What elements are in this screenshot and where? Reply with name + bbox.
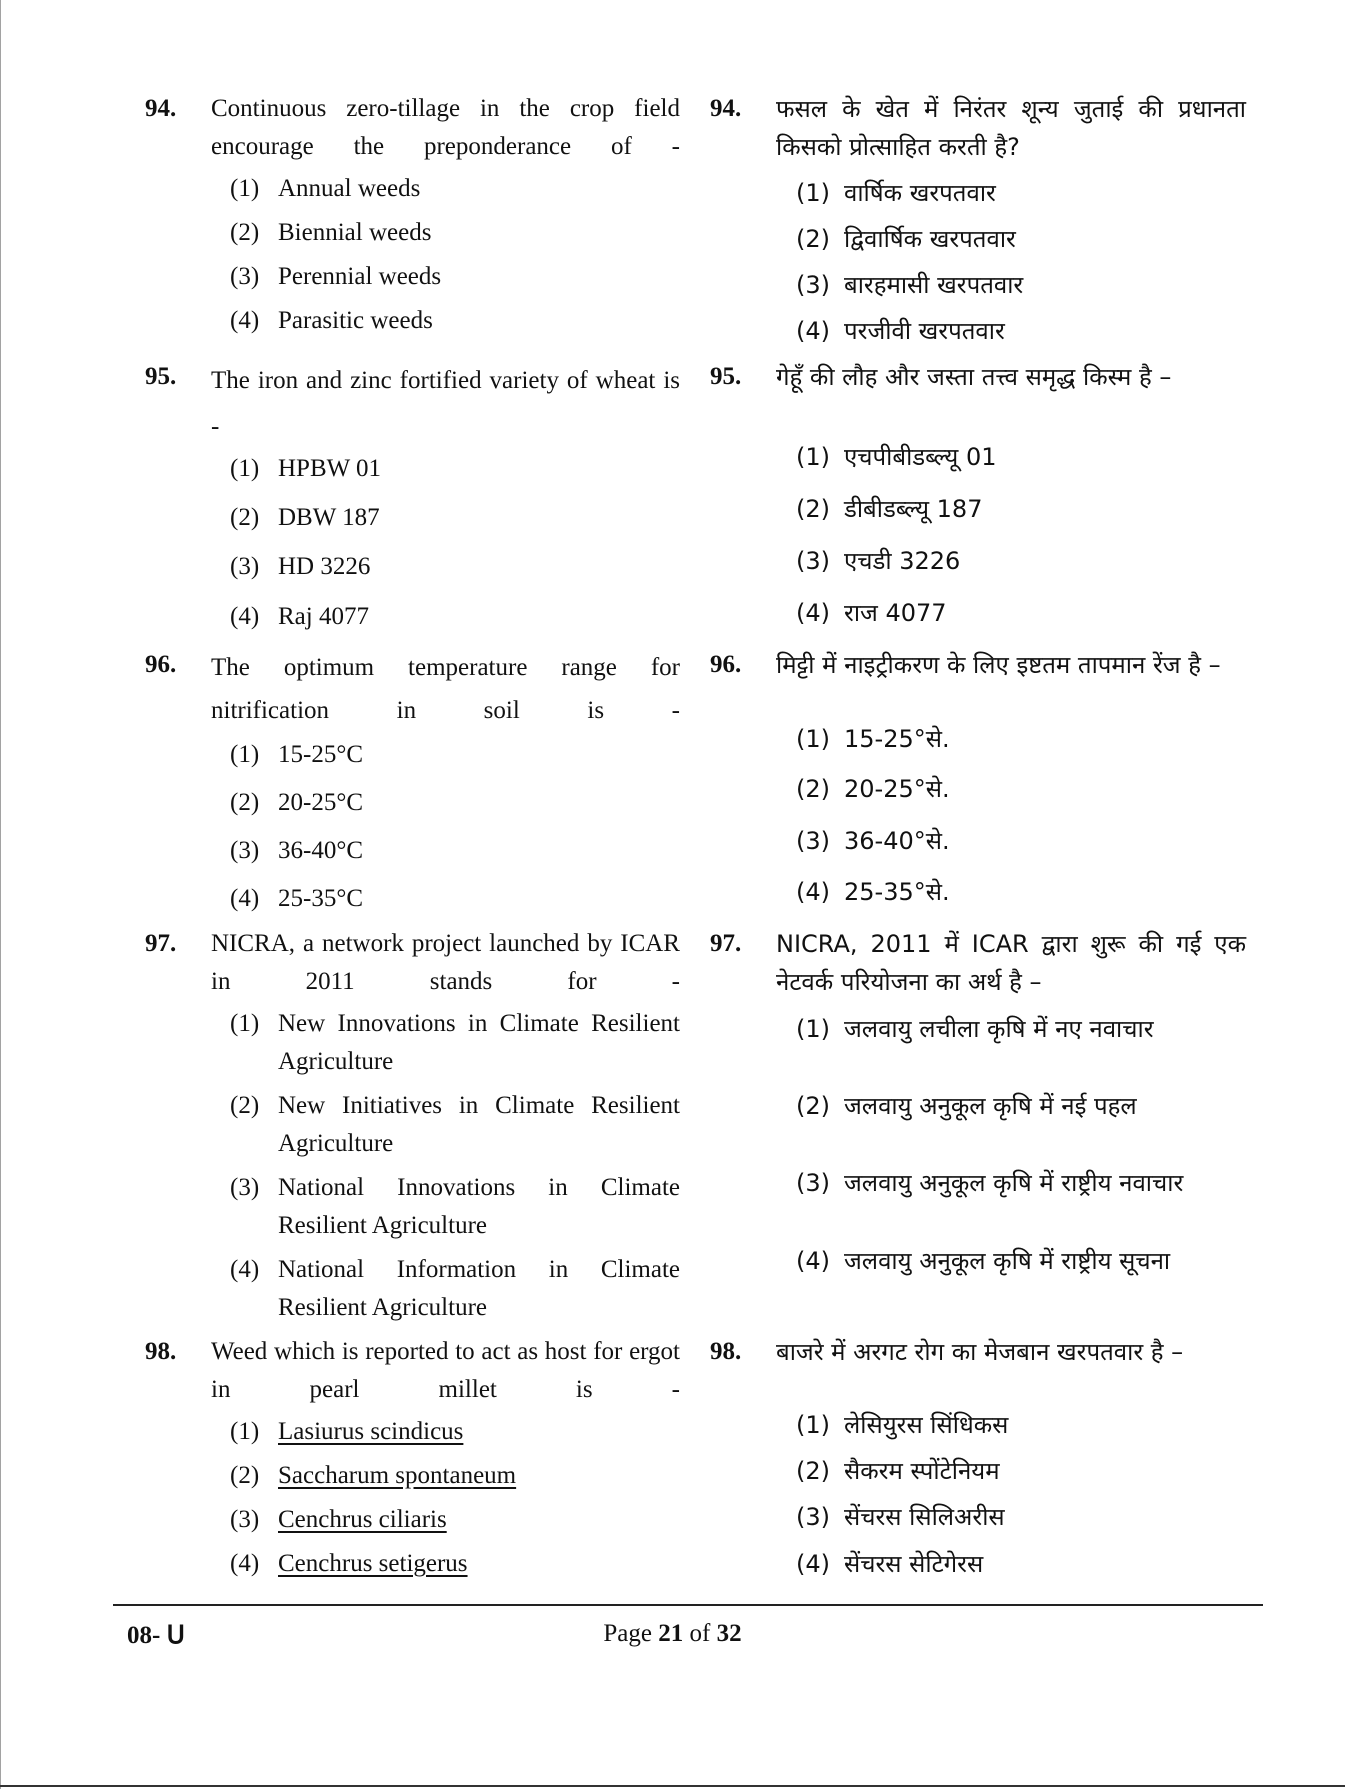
question-95-en [145,358,680,448]
question-94-hi [710,90,1246,170]
footer-divider [113,1604,1263,1606]
question-text: फसल के खेत में निरंतर शून्य जुताई की प्रधानता किसको प्रोत्साहित करती है? [776,95,1246,161]
page-number-label: Page 21 of 32 [603,1620,742,1647]
question-text: गेहूँ की लौह और जस्ता तत्त्व समृद्ध किस्म है – [776,363,1172,391]
question-95-hi [710,358,1246,398]
question-98-hi [710,1333,1246,1413]
question-96-en [145,646,680,726]
question-number: 97. [710,930,742,957]
question-number: 96. [145,651,177,678]
question-96-hi [710,646,1246,726]
question-number: 95. [145,363,177,390]
question-number: 95. [710,363,742,390]
question-number: 94. [145,95,177,122]
question-text: मिट्टी में नाइट्रीकरण के लिए इष्टतम तापमान रेंज है – [776,651,1221,679]
question-number: 96. [710,651,742,678]
question-number: 98. [145,1338,177,1365]
booklet-code: 08- ᑌ [127,1622,185,1649]
question-text: Continuous zero-tillage in the crop field encourage the preponderance of - [211,95,680,160]
question-number: 97. [145,930,177,957]
question-97-hi [710,925,1246,1005]
bottom-border [0,1785,1345,1787]
question-text: The optimum temperature range for nitrification in soil is - [211,654,680,724]
question-text: NICRA, 2011 में ICAR द्वारा शुरू की गई एक नेटवर्क परियोजना का अर्थ है – [776,930,1246,996]
question-number: 98. [710,1338,742,1365]
question-97-en [145,925,680,1005]
question-98-en [145,1333,680,1413]
question-94-en [145,90,680,170]
question-number: 94. [710,95,742,122]
question-text: NICRA, a network project launched by ICAR in 2011 stands for - [211,930,680,995]
question-text: The iron and zinc fortified variety of wheat is - [211,367,680,440]
scan-edge [0,0,4,1789]
question-text: Weed which is reported to act as host for ergot in pearl millet is - [211,1338,680,1403]
question-text: बाजरे में अरगट रोग का मेजबान खरपतवार है – [776,1338,1184,1366]
exam-page: 94. Continuous zero-tillage in the crop field encourage the preponderance of - (1) Annual weeds (2) Biennial weeds (3) Perennial weeds (4) Parasitic weeds 94. फसल के खेत में निरंतर शून्य जुताई की प्रधानता किसको प्रोत्साहित करती है? (1) वार्षिक खरपतवार (2) द्विवार्षिक खरपतवार (3) बारहमासी खरपतवार (4) परजीवी खरपतवार 95. The iron and zinc fortified variety of wheat is - (1) HPBW 01 (2) DBW 187 (3) HD 3226 (4) Raj 4077 95. गेहूँ की लौह और जस्ता तत्त्व समृद्ध किस्म है – (1) एचपीबीडब्ल्यू 01 (2) डीबीडब्ल्यू 187 (3) एचडी 3226 (4) राज 4077 96. The optimum temperature range for nitrification in soil is - (1) 15-25°C (2) 20-25°C (3) 36-40°C (4) 25-35°C 96. मिट्टी में नाइट्रीकरण के लिए इष्टतम तापमान रेंज है – (1) 15-25°से. (2) 20-25°से. (3) 36-40°से. (4) 25-35°से. 97. NICRA, a network project launched by ICAR in 2011 stands for - (1) New Innovations in Climate Resilient Agriculture (2) New Initiatives in Climate Resilient Agriculture (3) National Innovations in Climate Resilient Agriculture (4) National Information in Climate Resilient Agriculture 97. NICRA, 2011 में ICAR द्वारा शुरू की गई एक नेटवर्क परियोजना का अर्थ है – (1) जलवायु लचीला कृषि में नए नवाचार (2) जलवायु अनुकूल कृषि में नई पहल (3) जलवायु अनुकूल कृषि में राष्ट्रीय नवाचार (4) जलवायु अनुकूल कृषि में राष्ट्रीय सूचना 98. Weed which is reported to act as host for ergot in pearl millet is - (1) Lasiurus scindicus (2) Saccharum spontaneum (3) Cenchrus ciliaris (4) Cenchrus setigerus 98. बाजरे में अरगट रोग का मेजबान खरपतवार है – (1) लेसियुरस सिंधिकस (2) सैकरम स्पोंटेनियम (3) सेंचरस सिलिअरीस (4) सेंचरस सेटिगेरस 08- ᑌ Page 21 of 32 [0,0,1345,1789]
